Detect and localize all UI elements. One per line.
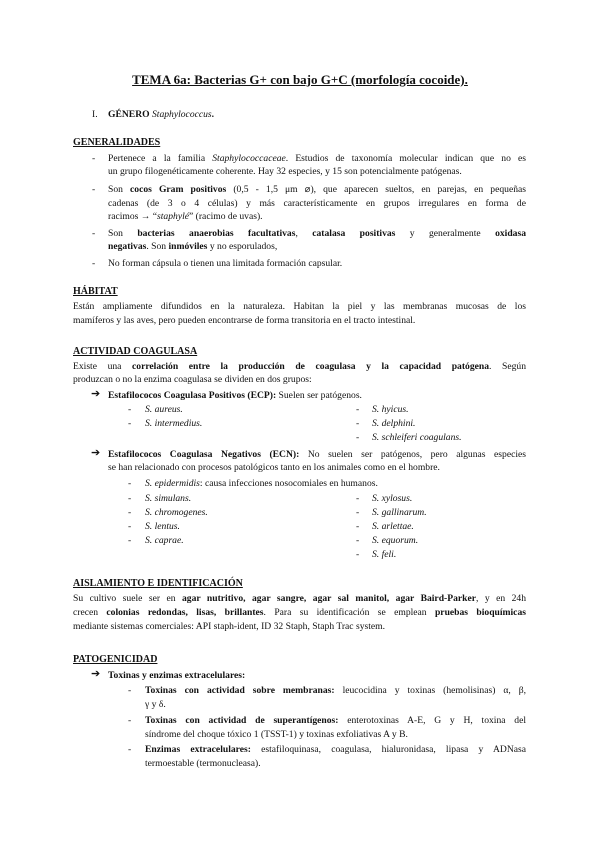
generalidades-item-1-line-1 [108,152,526,165]
bullet-dash: - [128,404,132,415]
habitat-heading: HÁBITAT [73,286,118,297]
text-run: No suelen ser patógenos, pero algunas especies [299,449,526,460]
species-name: S. chromogenes. [145,507,208,518]
toxinas-item-1-line-2: γ y δ. [145,699,166,710]
species-item [145,492,191,505]
bullet-dash: - [128,535,132,546]
bold-run: agar nutritivo, agar sangre, agar sal manitol, agar Baird-Parker [181,593,476,604]
habitat-line-2: mamíferos y las aves, pero pueden encontrarse de forma transitoria en el tracto intestinal. [73,315,416,326]
bold-run: bacterias anaerobias facultativas [137,228,296,239]
species-name: S. epidermidis [145,478,200,489]
bold-run: negativas [108,241,147,252]
generalidades-item-4: No forman cápsula o tienen una limitada formación capsular. [108,258,343,269]
bullet-dash: - [128,493,132,504]
ecn-line-1 [108,448,526,461]
bullet-dash: - [356,535,360,546]
text-run: Existe una [73,361,133,372]
species-item [372,534,418,547]
species-name: S. feli. [372,549,397,560]
text-run: ” (racimo de uvas). [189,211,263,222]
text-run: (0,5 - 1,5 μm ⌀), que aparecen sueltos, en parejas, en pequeñas [226,184,526,195]
text-run: . Estudios de taxonomía molecular indican que no es [285,153,527,164]
species-name: S. arlettae. [372,521,414,532]
coagulasa-line-2: produzcan o no la enzima coagulasa se dividen en dos grupos: [73,374,312,385]
bold-run: Toxinas con actividad de superantígenos: [145,715,339,726]
species-name: S. simulans. [145,493,192,504]
aislamiento-line-3: mediante sistemas comerciales: API staph-ident, ID 32 Staph, Staph Trac system. [73,621,386,632]
text-run: racimos → “ [108,211,158,222]
species-name: S. schleiferi coagulans. [372,432,462,443]
species-name: S. xylosus. [372,493,413,504]
species-item [145,506,208,519]
text-run: . Según [489,361,527,372]
family-name: Staphylococcaceae [212,153,286,164]
aislamiento-line-2 [73,606,526,619]
bold-run: correlación entre la producción de coagulasa y la capacidad patógena [132,361,490,372]
ecp-label: Estafilococos Coagulasa Positivos (ECP): [108,390,277,401]
bullet-dash: - [92,184,96,195]
toxinas-item-3-line-2: termoestable (termonucleasa). [145,758,261,769]
section-number: I. [92,109,98,120]
species-name: S. intermedius. [145,418,203,429]
bold-run: cocos Gram positivos [130,184,227,195]
bullet-dash: - [128,507,132,518]
species-name: S. aureus. [145,404,183,415]
bullet-dash: - [128,685,132,696]
genus-heading [108,108,214,121]
generalidades-heading: GENERALIDADES [73,137,161,148]
text-run: Son [108,228,138,239]
bold-run: Enzimas extracelulares: [145,744,251,755]
bullet-dash: - [128,744,132,755]
species-name: S. delphini. [372,418,416,429]
species-name: S. hyicus. [372,404,409,415]
text-run: enterotoxinas A-E, G y H, toxina del [338,715,526,726]
species-item [372,403,409,416]
generalidades-item-3-line-2 [108,240,277,253]
arrow-bullet-icon: ➔ [91,447,101,459]
text-run: y no esporulados, [207,241,278,252]
bold-run: Toxinas y enzimas extracelulares: [108,670,246,681]
ecn-label: Estafilococos Coagulasa Negativos (ECN): [108,449,300,460]
bullet-dash: - [92,258,96,269]
coagulasa-line-1 [73,360,526,373]
toxinas-subheading [108,669,245,682]
generalidades-item-3-line-1 [108,227,526,240]
epidermidis-item [145,477,378,490]
arrow-bullet-icon: ➔ [91,668,101,680]
text-run: leucocidina y toxinas (hemolisinas) α, β, [334,685,527,696]
species-item [145,417,202,430]
patogenicidad-heading: PATOGENICIDAD [73,654,158,665]
text-run: , [295,228,313,239]
species-item [372,492,412,505]
text-run: Pertenece a la familia [108,153,213,164]
text-run: Suelen ser patógenos. [276,390,362,401]
species-name: S. caprae. [145,535,184,546]
species-name: S. equorum. [372,535,419,546]
species-item [372,506,427,519]
text-run: estafiloquinasa, coagulasa, hialuronidasa, lipasa y ADNasa [250,744,526,755]
text-run: , y en 24h [476,593,526,604]
bullet-dash: - [356,404,360,415]
text-run: : causa infecciones nosocomiales en humanos. [199,478,378,489]
genus-label: GÉNERO [108,109,152,120]
generalidades-item-2-line-1 [108,183,526,196]
bullet-dash: - [128,478,132,489]
aislamiento-heading: AISLAMIENTO E IDENTIFICACIÓN [73,578,243,589]
bullet-dash: - [128,715,132,726]
bullet-dash: - [92,153,96,164]
genus-name: Staphylococcus [151,109,212,120]
species-item [145,403,183,416]
genus-dot: . [211,109,215,120]
text-run: Son [108,184,131,195]
bullet-dash: - [356,507,360,518]
generalidades-item-2-line-3 [108,210,263,223]
text-run: . Son [146,241,169,252]
species-item [372,417,415,430]
species-item [145,520,180,533]
bold-run: Toxinas con actividad sobre membranas: [145,685,335,696]
bullet-dash: - [356,549,360,560]
bullet-dash: - [128,418,132,429]
toxinas-item-2-line-2: síndrome del choque tóxico 1 (TSST-1) y toxinas exfoliativas A y B. [145,729,408,740]
italic-run: staphylé [157,211,190,222]
bullet-dash: - [356,493,360,504]
species-name: S. gallinarum. [372,507,427,518]
ecp-line [108,389,362,402]
bullet-dash: - [356,432,360,443]
bold-run: pruebas bioquímicas [434,607,526,618]
species-name: S. lentus. [145,521,180,532]
toxinas-item-2-line-1 [145,714,526,727]
bullet-dash: - [356,418,360,429]
text-run: . Para su identificación se emplean [263,607,435,618]
toxinas-item-1-line-1 [145,684,526,697]
generalidades-item-2-line-2: cadenas (de 3 o 4 células) y más característicamente en grupos irregulares en forma de [108,198,526,209]
bullet-dash: - [92,228,96,239]
text-run: Su cultivo suele ser en [73,593,182,604]
species-item [145,534,184,547]
species-item [372,520,414,533]
toxinas-item-3-line-1 [145,743,526,756]
bold-run: colonias redondas, lisas, brillantes [106,607,264,618]
habitat-line-1: Están ampliamente difundidos en la naturaleza. Habitan la piel y las membranas mucosas de los [73,301,526,312]
coagulasa-heading: ACTIVIDAD COAGULASA [73,346,198,357]
text-run: y generalmente [395,228,496,239]
arrow-bullet-icon: ➔ [91,388,101,400]
ecn-line-2: se han relacionado con procesos patológicos tanto en los animales como en el hombre. [108,462,440,473]
bold-run: catalasa positivas [312,228,396,239]
page-title: TEMA 6a: Bacterias G+ con bajo G+C (morfología cocoide). [132,72,468,87]
species-item [372,431,462,444]
text-run: crecen [73,607,107,618]
bold-run: inmóviles [168,241,208,252]
generalidades-item-1-line-2: un grupo filogenéticamente coherente. Hay 32 especies, y 15 son potencialmente patógenas. [108,166,462,177]
aislamiento-line-1 [73,592,526,605]
bold-run: oxidasa [495,228,526,239]
bullet-dash: - [356,521,360,532]
species-item [372,548,396,561]
bullet-dash: - [128,521,132,532]
